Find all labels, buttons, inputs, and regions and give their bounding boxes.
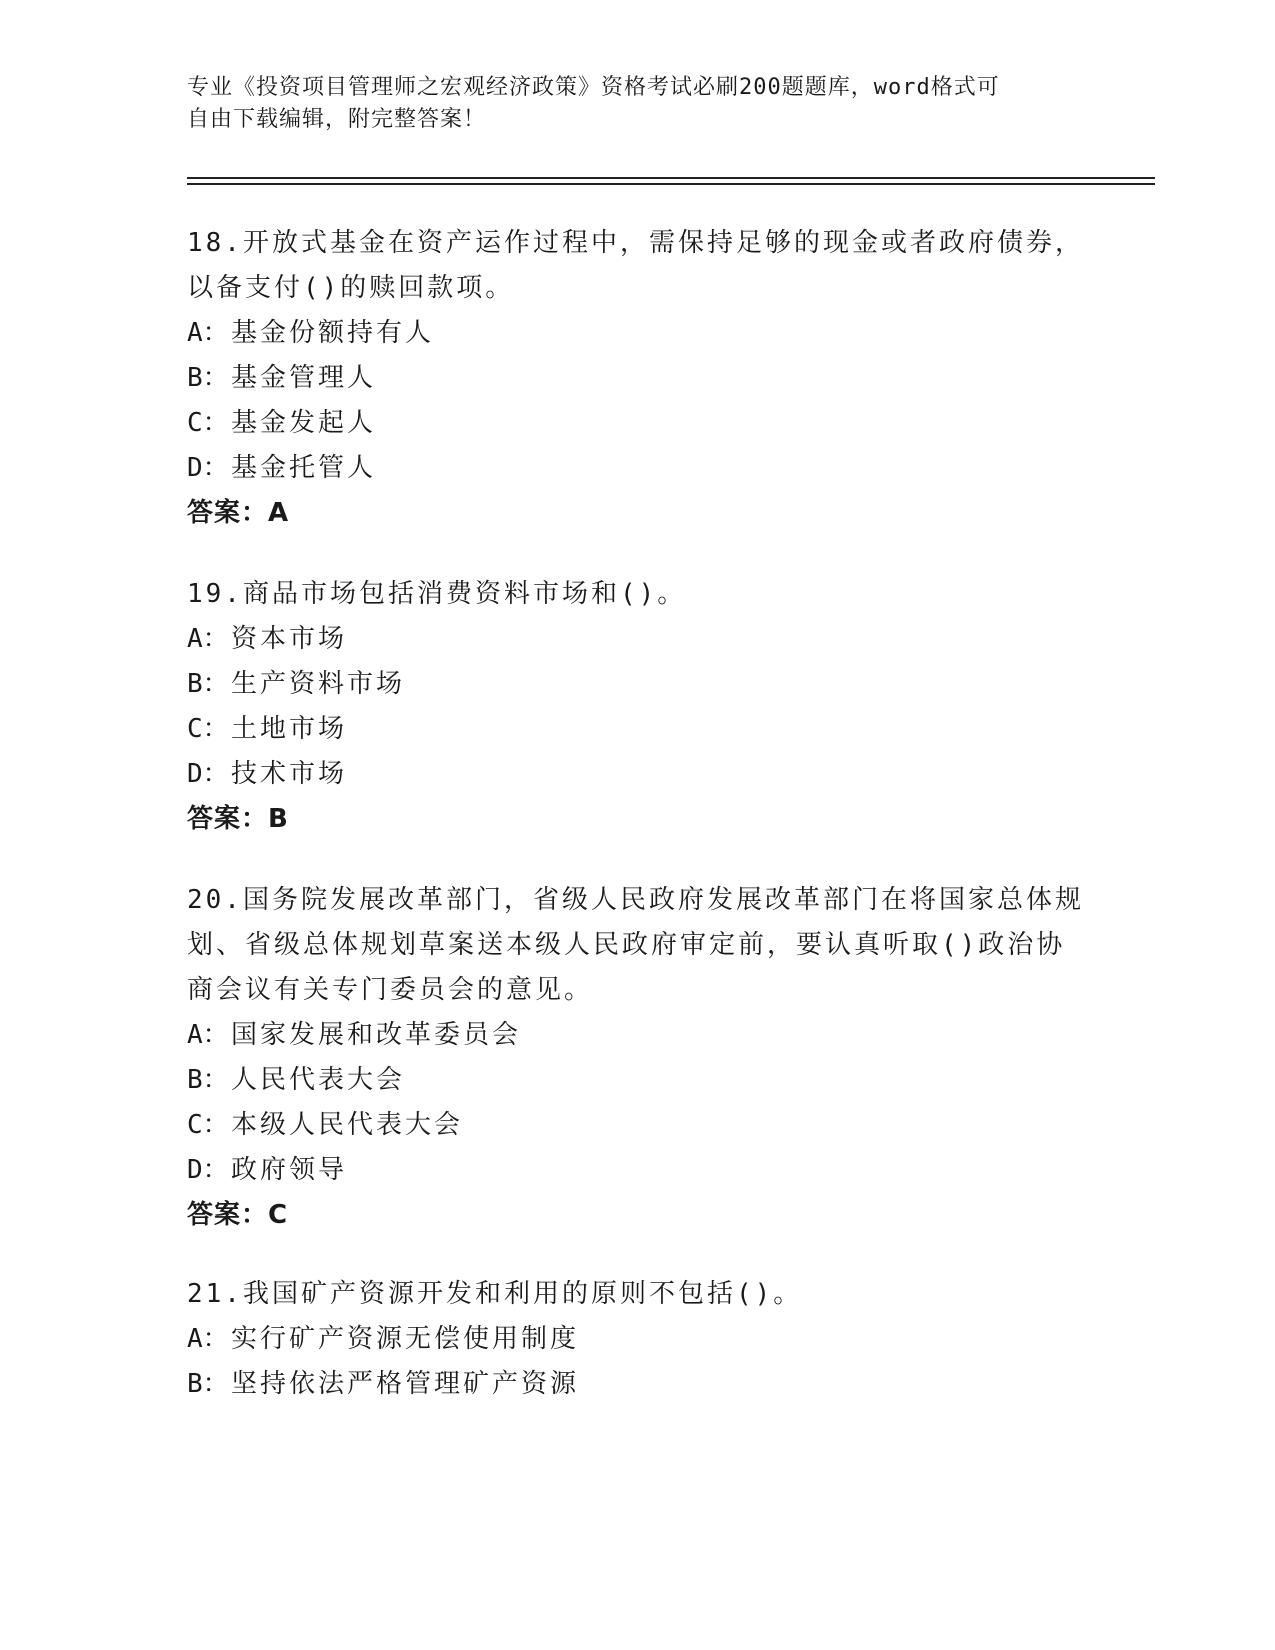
option-b <box>187 1362 1087 1407</box>
option-b <box>187 1058 1087 1103</box>
option-text: 基金发起人 <box>231 408 377 438</box>
answer-line: 答案：B <box>187 804 289 834</box>
option-b <box>187 662 1087 707</box>
option-text: 生产资料市场 <box>231 669 406 699</box>
option-a <box>187 1013 1087 1058</box>
option-c <box>187 707 1087 752</box>
option-key: B： <box>187 1369 229 1399</box>
option-text: 实行矿产资源无偿使用制度 <box>231 1324 580 1354</box>
option-key: B： <box>187 363 229 393</box>
option-a <box>187 311 1087 356</box>
header-line-1: 专业《投资项目管理师之宏观经济政策》资格考试必刷200题题库，word格式可 <box>187 75 1000 100</box>
option-text: 基金托管人 <box>231 453 377 483</box>
question-stem-line: 商会议有关专门委员会的意见。 <box>187 975 594 1005</box>
option-key: B： <box>187 1065 229 1095</box>
option-key: A： <box>187 624 229 654</box>
option-text: 基金份额持有人 <box>231 318 435 348</box>
question-stem-line: 20.国务院发展改革部门，省级人民政府发展改革部门在将国家总体规 <box>187 885 1084 915</box>
option-key: B： <box>187 669 229 699</box>
option-key: C： <box>187 408 229 438</box>
option-text: 资本市场 <box>231 624 348 654</box>
question-18 <box>187 221 1087 536</box>
option-key: C： <box>187 714 229 744</box>
option-text: 技术市场 <box>231 759 348 789</box>
question-stem-line: 18.开放式基金在资产运作过程中，需保持足够的现金或者政府债券， <box>187 228 1084 258</box>
question-stem-line: 21.我国矿产资源开发和利用的原则不包括()。 <box>187 1279 803 1309</box>
option-key: D： <box>187 759 229 789</box>
option-d <box>187 752 1087 797</box>
option-text: 国家发展和改革委员会 <box>231 1020 522 1050</box>
question-stem-line: 19.商品市场包括消费资料市场和()。 <box>187 579 687 609</box>
option-c <box>187 1103 1087 1148</box>
option-text: 坚持依法严格管理矿产资源 <box>231 1369 580 1399</box>
option-text: 本级人民代表大会 <box>231 1110 464 1140</box>
answer-line: 答案：A <box>187 498 290 528</box>
option-key: C： <box>187 1110 229 1140</box>
answer-line: 答案：C <box>187 1200 289 1230</box>
header-line-2: 自由下载编辑，附完整答案！ <box>187 107 487 132</box>
option-key: A： <box>187 1324 229 1354</box>
option-key: A： <box>187 318 229 348</box>
option-b <box>187 356 1087 401</box>
document-header <box>187 72 1087 136</box>
header-divider-bottom <box>187 183 1155 185</box>
header-divider-top <box>187 177 1155 179</box>
option-key: A： <box>187 1020 229 1050</box>
option-c <box>187 401 1087 446</box>
option-d <box>187 446 1087 491</box>
question-21 <box>187 1272 1087 1407</box>
option-a <box>187 617 1087 662</box>
option-d <box>187 1148 1087 1193</box>
question-stem-line: 以备支付()的赎回款项。 <box>187 273 515 303</box>
question-20 <box>187 878 1087 1238</box>
question-stem-line: 划、省级总体规划草案送本级人民政府审定前，要认真听取()政治协 <box>187 930 1066 960</box>
option-key: D： <box>187 1155 229 1185</box>
option-text: 土地市场 <box>231 714 348 744</box>
option-text: 政府领导 <box>231 1155 348 1185</box>
option-key: D： <box>187 453 229 483</box>
question-19 <box>187 572 1087 842</box>
option-text: 基金管理人 <box>231 363 377 393</box>
option-text: 人民代表大会 <box>231 1065 406 1095</box>
option-a <box>187 1317 1087 1362</box>
